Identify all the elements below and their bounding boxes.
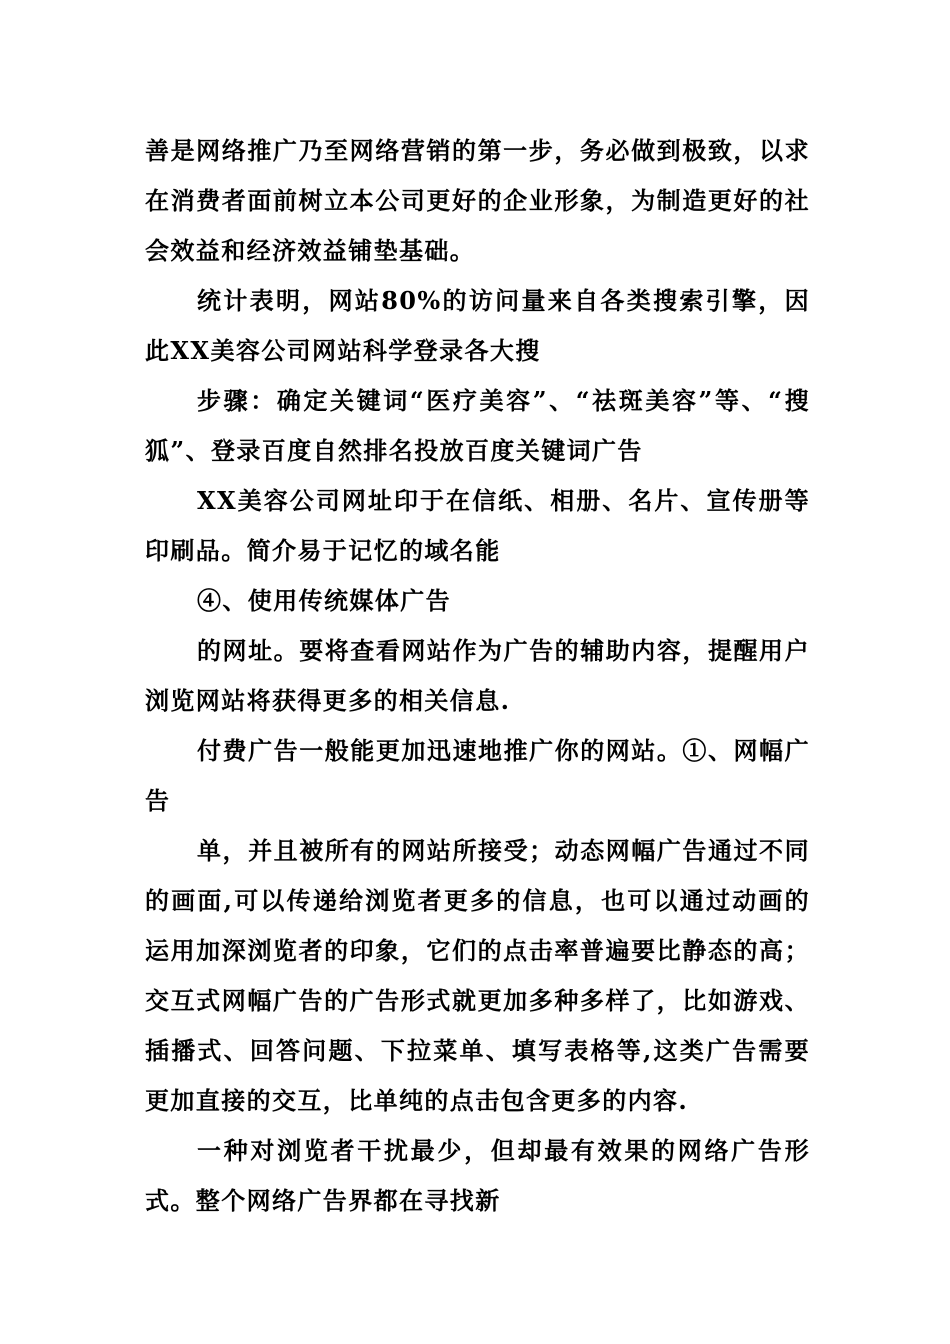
- document-page: [145, 126, 810, 1226]
- paragraph-9: 一种对浏览者干扰最少，但却最有效果的网络广告形式。整个网络广告界都在寻找新: [145, 1136, 810, 1215]
- paragraph-4: XX美容公司网址印于在信纸、相册、名片、宣传册等印刷品。简介易于记忆的域名能: [145, 486, 810, 565]
- paragraph-3: 步骤：确定关键词“医疗美容”、“祛斑美容”等、“搜狐”、登录百度自然排名投放百度关键词广告: [145, 386, 810, 465]
- paragraph-7: 付费广告一般能更加迅速地推广你的网站。①、网幅广告: [145, 736, 810, 815]
- paragraph-2: 统计表明，网站80%的访问量来自各类搜索引擎，因此XX美容公司网站科学登录各大搜: [145, 286, 810, 365]
- paragraph-6: 的网址。要将查看网站作为广告的辅助内容，提醒用户浏览网站将获得更多的相关信息.: [145, 636, 810, 715]
- paragraph-1: 善是网络推广乃至网络营销的第一步，务必做到极致，以求在消费者面前树立本公司更好的企业形象，为制造更好的社会效益和经济效益铺垫基础。: [145, 136, 810, 265]
- paragraph-5: ④、使用传统媒体广告: [197, 586, 451, 615]
- paragraph-8: 单，并且被所有的网站所接受；动态网幅广告通过不同的画面,可以传递给浏览者更多的信息，也可以通过动画的运用加深浏览者的印象，它们的点击率普遍要比静态的高；交互式网幅广告的广告形式就更加多种多样了，比如游戏、插播式、回答问题、下拉菜单、填写表格等,这类广告需要更加直接的交互，比单纯的点击包含更多的内容.: [145, 836, 810, 1115]
